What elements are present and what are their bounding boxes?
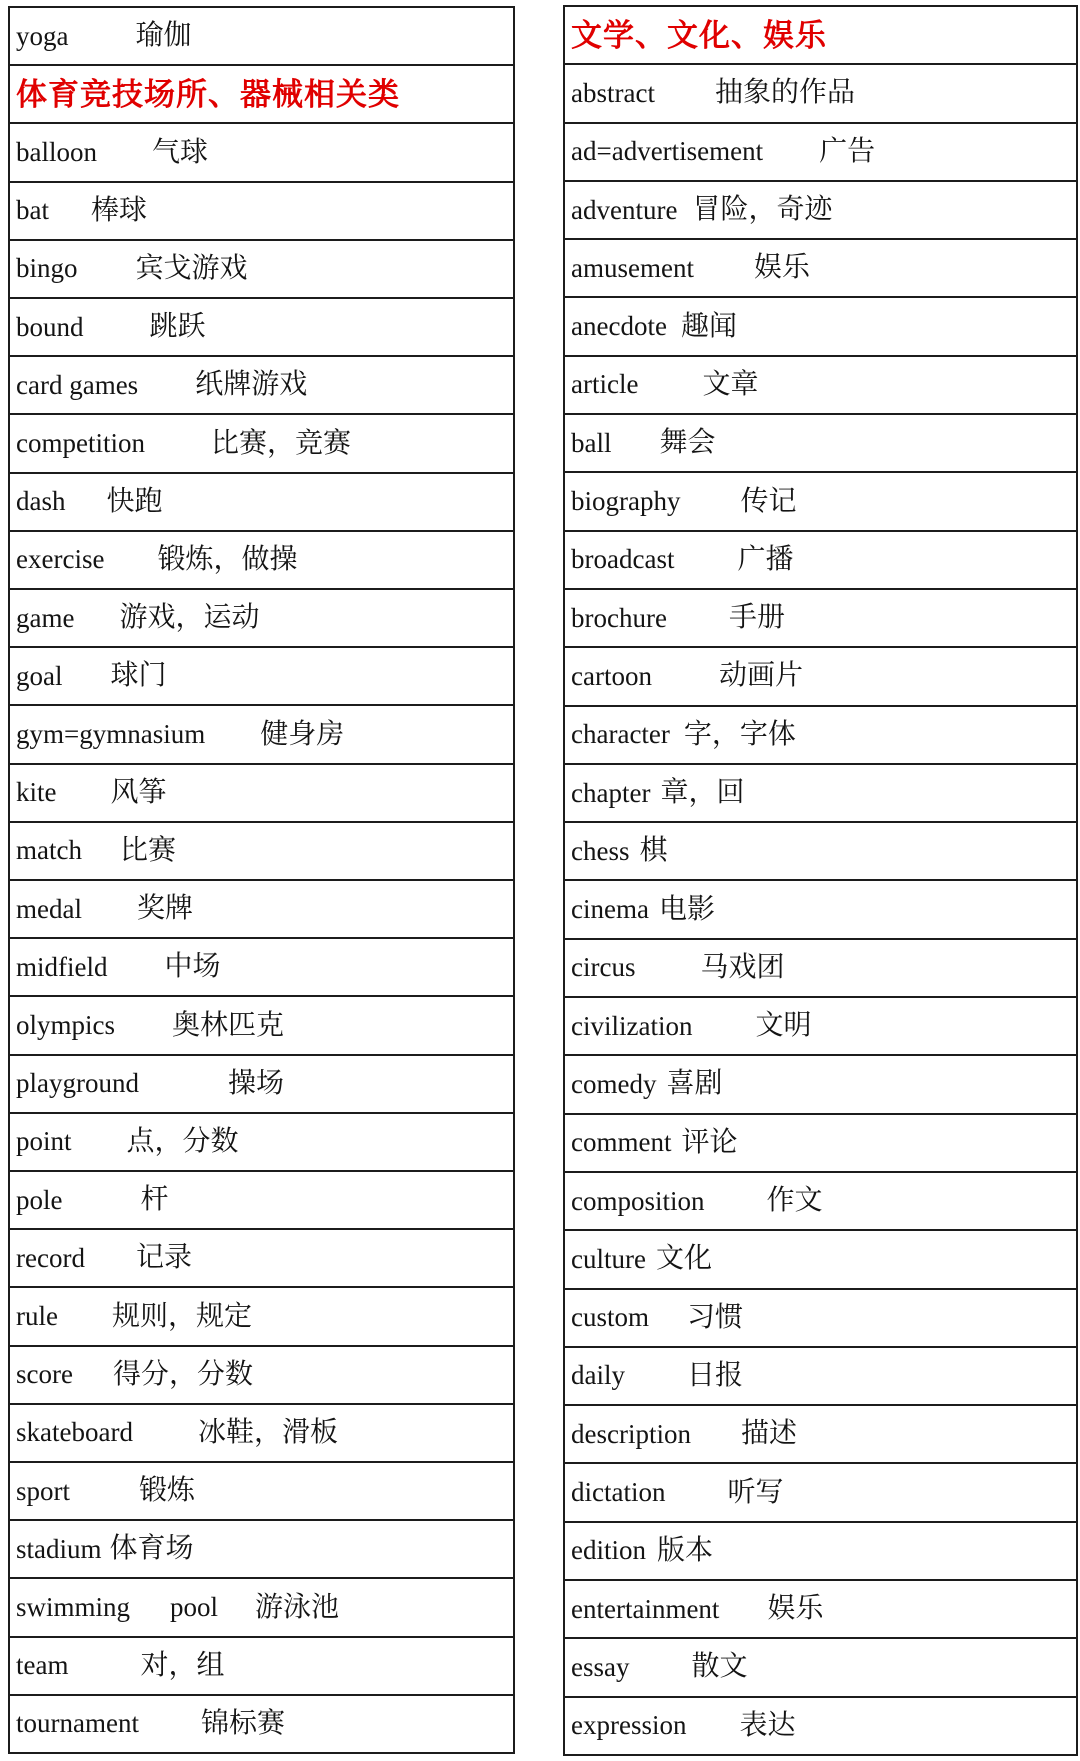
- chinese-translation: 广告: [819, 135, 876, 167]
- english-term: amusement: [571, 252, 694, 283]
- chinese-translation: 中场: [164, 951, 221, 983]
- chinese-translation: 广播: [737, 543, 794, 575]
- chinese-translation: 表达: [739, 1709, 796, 1741]
- chinese-translation: 记录: [135, 1242, 192, 1274]
- english-term: swimming: [16, 1592, 131, 1623]
- chinese-translation: 传记: [740, 485, 797, 517]
- vocab-row: [10, 415, 513, 473]
- chinese-translation: 马戏团: [700, 951, 785, 983]
- english-term: game: [16, 602, 75, 633]
- english-term: tournament: [16, 1708, 139, 1739]
- chinese-translation: 文明: [755, 1010, 812, 1042]
- english-term: score: [16, 1359, 73, 1390]
- category-title: 文学、文化、娱乐: [571, 17, 827, 53]
- english-term: skateboard: [16, 1417, 133, 1448]
- chinese-translation: 棋: [639, 835, 668, 867]
- english-term: pool: [170, 1592, 219, 1623]
- chinese-translation: 版本: [657, 1534, 714, 1566]
- vocab-row: [565, 1231, 1076, 1289]
- vocab-row: [565, 823, 1076, 881]
- english-term: entertainment: [571, 1593, 720, 1624]
- chinese-translation: 舞会: [659, 427, 716, 459]
- chinese-translation: 字，字体: [683, 718, 796, 750]
- english-term: chapter: [571, 777, 651, 808]
- english-term: cartoon: [571, 660, 652, 691]
- vocab-row: [10, 1347, 513, 1405]
- chinese-translation: 规则，规定: [111, 1300, 252, 1332]
- english-term: stadium: [16, 1533, 102, 1564]
- english-term: abstract: [571, 77, 655, 108]
- chinese-translation: 喜剧: [666, 1068, 723, 1100]
- english-term: expression: [571, 1710, 687, 1741]
- english-term: goal: [16, 660, 63, 691]
- vocab-row: [10, 357, 513, 415]
- chinese-translation: 纸牌游戏: [195, 369, 308, 401]
- chinese-translation: 棒球: [91, 194, 148, 226]
- literature-culture-entertainment-vocab-table: [563, 5, 1078, 1756]
- english-term: adventure: [571, 194, 678, 225]
- english-term: composition: [571, 1185, 705, 1216]
- english-term: competition: [16, 428, 145, 459]
- chinese-translation: 听写: [727, 1476, 784, 1508]
- english-term: custom: [571, 1302, 649, 1333]
- vocab-row: [10, 474, 513, 532]
- vocab-row: [10, 648, 513, 706]
- vocab-row: [10, 1230, 513, 1288]
- english-term: edition: [571, 1535, 646, 1566]
- chinese-translation: 评论: [681, 1126, 738, 1158]
- vocab-row: [565, 590, 1076, 648]
- chinese-translation: 杆: [140, 1184, 169, 1216]
- vocab-row: [10, 1056, 513, 1114]
- english-term: civilization: [571, 1010, 693, 1041]
- chinese-translation: 球门: [110, 660, 167, 692]
- category-header-row: [565, 7, 1076, 65]
- english-term: bound: [16, 311, 84, 342]
- english-term: brochure: [571, 602, 667, 633]
- vocab-row: [10, 183, 513, 241]
- vocab-row: [10, 765, 513, 823]
- vocab-row: [10, 1638, 513, 1696]
- vocab-row: [565, 1056, 1076, 1114]
- vocab-row: [10, 706, 513, 764]
- english-term: medal: [16, 893, 82, 924]
- vocab-row: [10, 1172, 513, 1230]
- vocab-row: [565, 1698, 1076, 1754]
- chinese-translation: 冒险，奇迹: [692, 194, 833, 226]
- vocab-row: [565, 998, 1076, 1056]
- vocab-row: [10, 823, 513, 881]
- chinese-translation: 习惯: [687, 1301, 744, 1333]
- chinese-translation: 体育场: [109, 1533, 194, 1565]
- english-term: card games: [16, 369, 139, 400]
- english-term: midfield: [16, 951, 108, 982]
- english-term: ball: [571, 427, 612, 458]
- chinese-translation: 比赛: [119, 834, 176, 866]
- english-term: pole: [16, 1184, 63, 1215]
- vocab-row: [565, 940, 1076, 998]
- vocab-row: [565, 473, 1076, 531]
- chinese-translation: 游戏，运动: [119, 602, 260, 634]
- vocab-row: [10, 939, 513, 997]
- chinese-translation: 气球: [152, 136, 209, 168]
- chinese-translation: 跳跃: [149, 311, 206, 343]
- vocab-row: [565, 357, 1076, 415]
- english-term: essay: [571, 1651, 630, 1682]
- chinese-translation: 对，组: [140, 1649, 225, 1681]
- chinese-translation: 趣闻: [680, 310, 737, 342]
- english-term: description: [571, 1418, 691, 1449]
- chinese-translation: 章，回: [660, 777, 745, 808]
- english-term: balloon: [16, 137, 97, 167]
- chinese-translation: 瑜伽: [135, 20, 192, 52]
- chinese-translation: 描述: [740, 1418, 797, 1450]
- english-term: gym=gymnasium: [16, 719, 206, 750]
- vocab-row: [565, 1581, 1076, 1639]
- chinese-translation: 作文: [766, 1185, 823, 1217]
- english-term: bat: [16, 195, 49, 226]
- english-term: kite: [16, 777, 57, 808]
- chinese-translation: 锻炼，做操: [157, 543, 298, 575]
- vocab-row: [565, 707, 1076, 765]
- vocab-row: [10, 1463, 513, 1521]
- chinese-translation: 快跑: [106, 485, 163, 517]
- category-title: 体育竞技场所、器械相关类: [16, 76, 400, 112]
- chinese-translation: 奖牌: [136, 893, 193, 925]
- english-term: anecdote: [571, 311, 667, 342]
- vocab-row: [10, 1288, 513, 1346]
- vocab-row: [565, 1406, 1076, 1464]
- chinese-translation: 比赛，竞赛: [210, 427, 351, 459]
- chinese-translation: 点，分数: [126, 1125, 239, 1157]
- english-term: record: [16, 1242, 85, 1273]
- vocab-row: [565, 1173, 1076, 1231]
- chinese-translation: 电影: [658, 893, 715, 925]
- vocab-row: [10, 997, 513, 1055]
- chinese-translation: 得分，分数: [112, 1358, 253, 1390]
- vocab-row: [10, 590, 513, 648]
- chinese-translation: 奥林匹克: [172, 1009, 285, 1041]
- english-term: cinema: [571, 894, 649, 925]
- chinese-translation: 冰鞋，滑板: [197, 1416, 338, 1448]
- chinese-translation: 风筝: [110, 776, 167, 808]
- chinese-translation: 健身房: [260, 718, 345, 750]
- english-term: character: [571, 719, 670, 750]
- english-term: comment: [571, 1127, 672, 1158]
- english-term: chess: [571, 835, 630, 866]
- chinese-translation: 手册: [728, 602, 785, 634]
- english-term: sport: [16, 1475, 70, 1506]
- vocab-row: [10, 8, 513, 66]
- chinese-translation: 日报: [687, 1359, 744, 1391]
- vocab-row: [565, 1523, 1076, 1581]
- category-header-row: [10, 66, 513, 124]
- vocab-row: [565, 1464, 1076, 1522]
- vocab-row: [565, 415, 1076, 473]
- vocab-row: [565, 1639, 1076, 1697]
- vocab-row: [565, 1290, 1076, 1348]
- vocab-row: [565, 1115, 1076, 1173]
- vocab-row: [565, 1348, 1076, 1406]
- vocab-row: [10, 299, 513, 357]
- chinese-translation: 锦标赛: [200, 1707, 285, 1739]
- vocab-row: [565, 765, 1076, 823]
- chinese-translation: 动画片: [718, 660, 803, 692]
- english-term: bingo: [16, 253, 78, 284]
- english-term: article: [571, 369, 639, 400]
- english-term: dictation: [571, 1477, 666, 1508]
- vocab-row: [10, 881, 513, 939]
- vocab-row: [10, 1405, 513, 1463]
- chinese-translation: 锻炼: [139, 1475, 196, 1507]
- english-term: daily: [571, 1360, 625, 1391]
- vocab-row: [10, 1696, 513, 1752]
- english-term: rule: [16, 1301, 58, 1332]
- english-term: olympics: [16, 1010, 115, 1041]
- chinese-translation: 散文: [691, 1651, 748, 1683]
- english-term: exercise: [16, 544, 105, 575]
- vocab-row: [565, 240, 1076, 298]
- vocab-row: [565, 881, 1076, 939]
- english-term: point: [16, 1126, 72, 1157]
- vocab-row: [565, 124, 1076, 182]
- chinese-translation: 抽象的作品: [714, 77, 855, 109]
- vocab-row: [565, 65, 1076, 123]
- english-term: dash: [16, 486, 66, 517]
- english-term: ad=advertisement: [571, 136, 764, 167]
- english-term: biography: [571, 486, 681, 517]
- english-term: comedy: [571, 1068, 657, 1099]
- english-term: match: [16, 835, 82, 866]
- vocab-row: [10, 124, 513, 182]
- english-term: yoga: [16, 20, 69, 51]
- vocab-row: [10, 1579, 513, 1637]
- english-term: playground: [16, 1068, 139, 1099]
- vocab-row: [10, 1114, 513, 1172]
- chinese-translation: 娱乐: [767, 1593, 824, 1625]
- english-term: broadcast: [571, 544, 675, 575]
- vocab-row: [565, 298, 1076, 356]
- sports-vocab-table: [8, 6, 515, 1754]
- vocab-row: [10, 241, 513, 299]
- chinese-translation: 文章: [702, 368, 759, 400]
- vocab-row: [565, 532, 1076, 590]
- english-term: circus: [571, 952, 636, 983]
- vocab-row: [565, 182, 1076, 240]
- vocab-row: [10, 1521, 513, 1579]
- chinese-translation: 操场: [227, 1067, 284, 1099]
- vocab-row: [10, 532, 513, 590]
- chinese-translation: 宾戈游戏: [135, 252, 248, 284]
- english-term: culture: [571, 1243, 646, 1274]
- chinese-translation: 娱乐: [753, 252, 810, 284]
- chinese-translation: 游泳池: [255, 1591, 340, 1623]
- english-term: team: [16, 1650, 69, 1681]
- chinese-translation: 文化: [655, 1243, 712, 1275]
- vocab-row: [565, 648, 1076, 706]
